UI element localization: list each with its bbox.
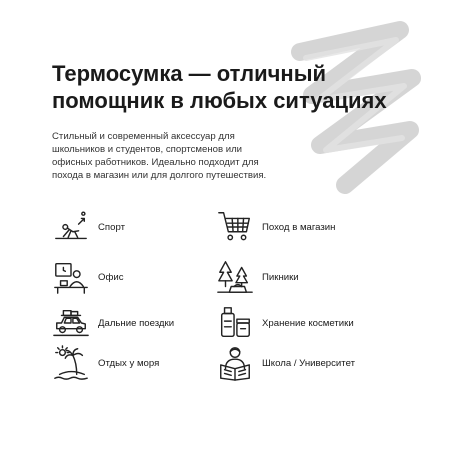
description-line-4: похода в магазин или для долгого путешествия. (52, 170, 267, 181)
car-trip-icon (52, 304, 90, 342)
feature-long-trip (52, 304, 174, 342)
description-line-3: офисных работников. Идеально подходит для (52, 157, 259, 168)
feature-label: Дальние поездки (98, 317, 175, 329)
sport-icon (52, 208, 90, 246)
title-line-1: Термосумка — отличный (52, 61, 327, 86)
feature-school (216, 344, 355, 382)
feature-label: Школа / Университет (262, 357, 355, 369)
description-line-1: Стильный и современный аксессуар для (52, 131, 235, 142)
feature-cosmetics (216, 304, 354, 342)
page-title (52, 60, 387, 114)
school-icon (216, 344, 254, 382)
feature-seaside (52, 344, 159, 382)
cosmetics-icon (216, 304, 254, 342)
feature-sport (52, 208, 125, 246)
feature-label: Офис (98, 271, 124, 283)
title-line-2: помощник в любых ситуациях (52, 88, 387, 113)
feature-office (52, 258, 124, 296)
feature-shopping (216, 208, 335, 246)
office-icon (52, 258, 90, 296)
description-line-2: школьников и студентов, спортсменов или (52, 144, 243, 155)
feature-label: Пикники (262, 271, 299, 283)
description (52, 130, 266, 182)
shopping-cart-icon (216, 208, 254, 246)
feature-label: Поход в магазин (262, 221, 336, 233)
feature-label: Спорт (98, 221, 125, 233)
picnic-icon (216, 258, 254, 296)
beach-icon (52, 344, 90, 382)
feature-picnic (216, 258, 299, 296)
feature-label: Отдых у моря (98, 357, 160, 369)
feature-label: Хранение косметики (262, 317, 354, 329)
